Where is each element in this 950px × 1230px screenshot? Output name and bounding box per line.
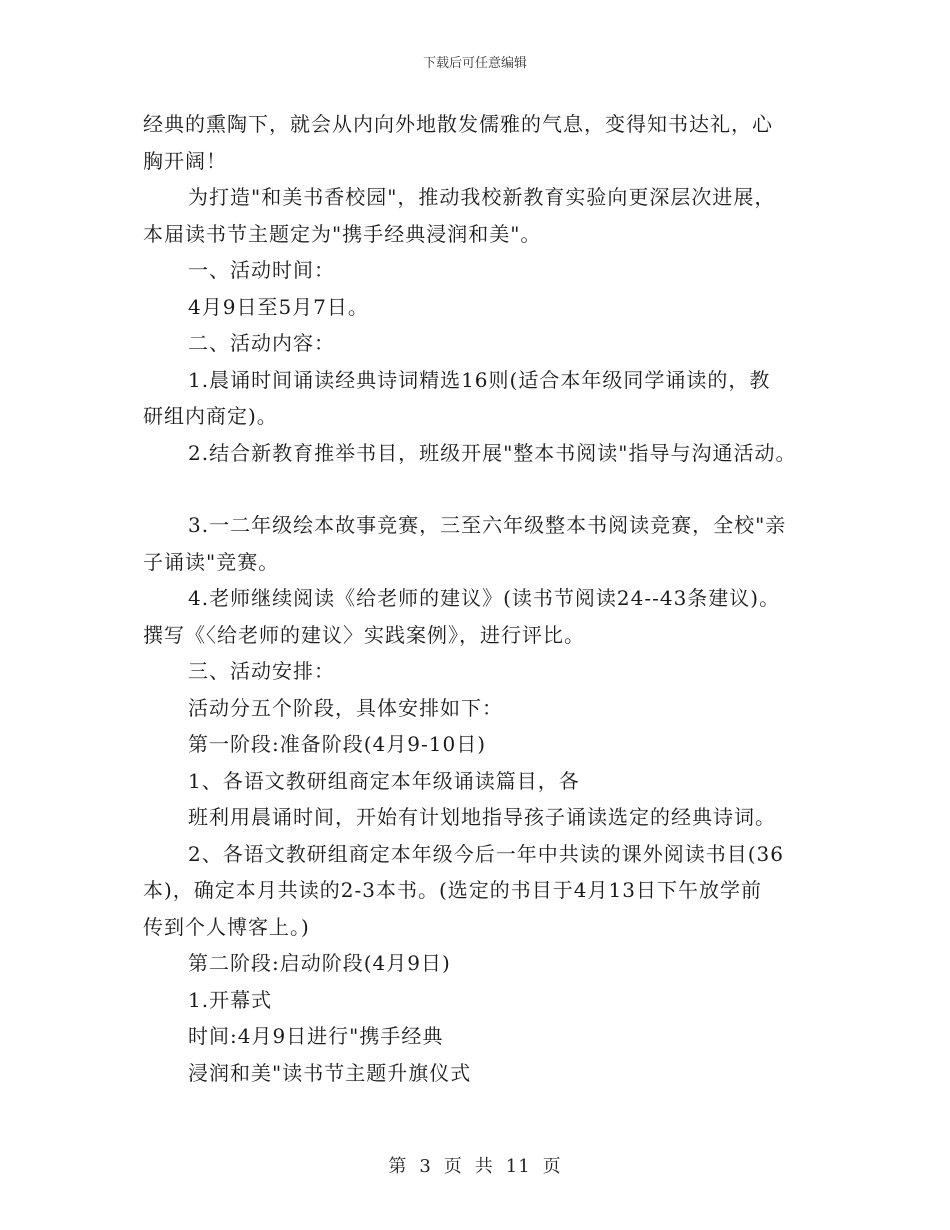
paragraph-line: 胸开阔！ (143, 148, 227, 173)
section-heading: 二、活动内容： (188, 331, 335, 355)
paragraph-line: 活动分五个阶段，具体安排如下： (188, 695, 503, 720)
paragraph-line: 研组内商定)。 (143, 404, 278, 428)
stage-heading: 第一阶段:准备阶段(4月9-10日) (188, 732, 486, 756)
page-header: 下载后可任意编辑 (422, 56, 527, 71)
footer-suffix: 页 (542, 1156, 562, 1177)
footer-total-prefix: 共 (474, 1156, 494, 1177)
section-heading: 一、活动时间： (188, 258, 335, 282)
page-total: 11 (505, 1156, 531, 1177)
page-number: 3 (419, 1156, 432, 1177)
footer-mid: 页 (443, 1156, 463, 1177)
paragraph-line: 撰写《〈给老师的建议〉实践案例》，进行评比。 (143, 622, 585, 647)
paragraph-line: 1、各语文教研组商定本年级诵读篇目，各 (188, 768, 580, 793)
paragraph-line: 子诵读"竞赛。 (143, 549, 280, 574)
paragraph-line: 2.结合新教育推举书目，班级开展"整本书阅读"指导与沟通活动。 (188, 440, 797, 465)
paragraph-line: 3.一二年级绘本故事竞赛，三至六年级整本书阅读竞赛，全校"亲 (188, 513, 787, 537)
page-footer (0, 1152, 950, 1178)
stage-heading: 第二阶段:启动阶段(4月9日) (188, 951, 451, 975)
paragraph-line: 时间:4月9日进行"携手经典 (188, 1024, 444, 1048)
footer-prefix: 第 (388, 1156, 408, 1177)
paragraph-line: 为打造"和美书香校园"，推动我校新教育实验向更深层次进展， (188, 185, 776, 209)
paragraph-line: 班利用晨诵时间，开始有计划地指导孩子诵读选定的经典诗词。 (188, 805, 776, 829)
document-body (143, 106, 823, 1091)
paragraph-line: 1.开幕式 (188, 987, 273, 1012)
paragraph-line: 4月9日至5月7日。 (188, 294, 369, 319)
paragraph-line: 传到个人博客上。) (143, 914, 310, 939)
paragraph-line: 本届读书节主题定为"携手经典浸润和美"。 (143, 221, 542, 246)
paragraph-line: 浸润和美"读书节主题升旗仪式 (188, 1060, 472, 1085)
paragraph-line: 本)，确定本月共读的2-3本书。(选定的书目于4月13日下午放学前 (143, 878, 762, 902)
paragraph-line: 4.老师继续阅读《给老师的建议》(读书节阅读24--43条建议)。 (188, 586, 781, 610)
paragraph-line: 1.晨诵时间诵读经典诗词精选16则(适合本年级同学诵读的，教 (188, 367, 771, 392)
paragraph-line: 经典的熏陶下，就会从内向外地散发儒雅的气息，变得知书达礼，心 (143, 112, 773, 136)
section-heading: 三、活动安排： (188, 659, 335, 683)
paragraph-line: 2、各语文教研组商定本年级今后一年中共读的课外阅读书目(36 (188, 841, 784, 866)
